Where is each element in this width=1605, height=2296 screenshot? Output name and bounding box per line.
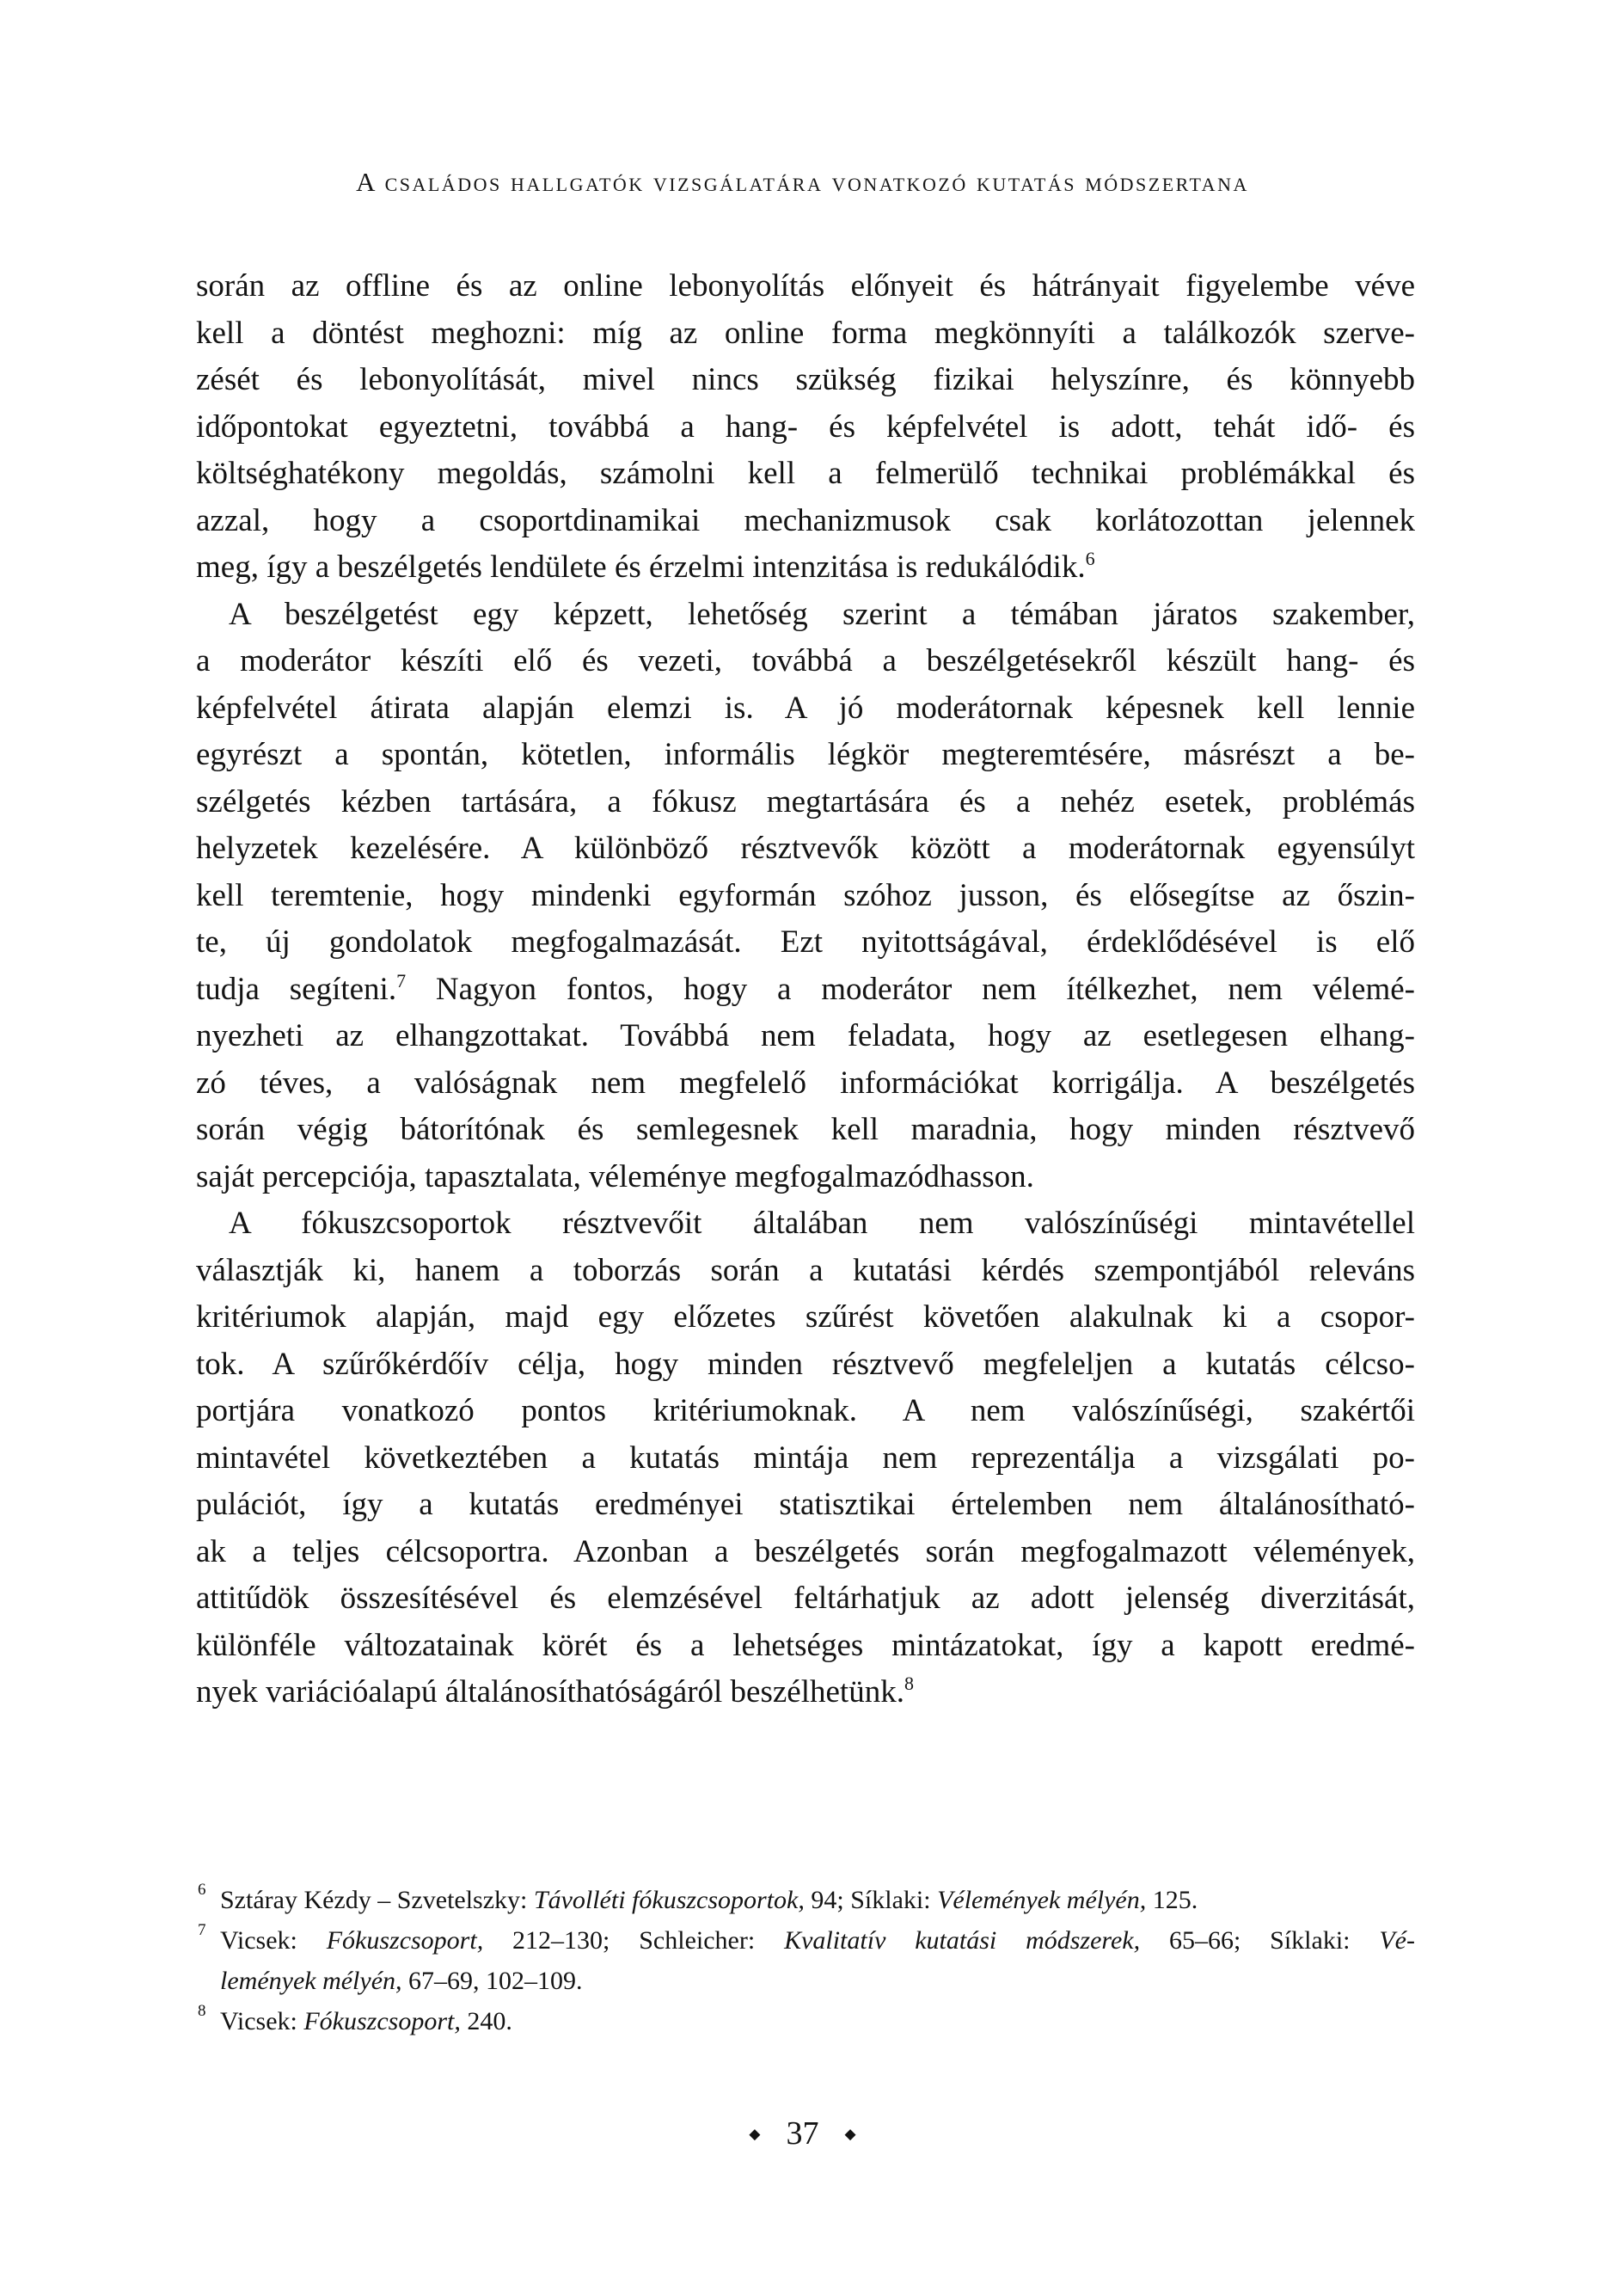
footnote-line	[220, 2001, 1415, 2041]
footnote	[196, 2001, 1415, 2041]
cited-title: Fókuszcsoport,	[303, 2007, 461, 2035]
text-line: a moderátor készíti elő és vezeti, továbbá a beszélgetésekről készült hang- és	[196, 643, 1415, 678]
text-line: különféle változatainak körét és a lehetséges mintázatokat, így a kapott eredmé-	[196, 1627, 1415, 1663]
text-line: attitűdök összesítésével és elemzésével feltárhatjuk az adott jelenség diverzitását,	[196, 1581, 1415, 1616]
running-header: A családos hallgatók vizsgálatára vonatkozó kutatás módszertana	[356, 167, 1249, 197]
text-line: helyzetek kezelésére. A különböző résztvevők között a moderátornak egyensúlyt	[196, 831, 1415, 866]
text-line: tudja segíteni.$^7$ Nagyon fontos, hogy a moderátor nem ítélkezhet, nem vélemé-	[196, 969, 1415, 1007]
footnote	[196, 1880, 1415, 1920]
text-line: tok. A szűrőkérdőív célja, hogy minden résztvevő megfeleljen a kutatás célcso-	[196, 1346, 1415, 1382]
footnote-text: 240.	[460, 2007, 512, 2035]
footnotes	[196, 1880, 1415, 2041]
cited-title: Kvalitatív kutatási módszerek,	[784, 1926, 1141, 1955]
cited-title: Vélemények mélyén,	[937, 1886, 1147, 1914]
text-line: zését és lebonyolítását, mivel nincs szükség fizikai helyszínre, és könnyebb	[196, 362, 1415, 397]
text-line: saját percepciója, tapasztalata, véleménye megfogalmazódhasson.	[196, 1158, 1034, 1194]
cited-title: Vé-	[1379, 1926, 1415, 1955]
text-line: során végig bátorítónak és semlegesnek kell maradnia, hogy minden résztvevő	[196, 1112, 1415, 1147]
text-line: te, új gondolatok megfogalmazását. Ezt nyitottságával, érdeklődésével is elő	[196, 924, 1415, 960]
text-line: meg, így a beszélgetés lendülete és érzelmi intenzitása is redukálódik.$^6$	[196, 548, 1095, 585]
text-line: során az offline és az online lebonyolítás előnyeit és hátrányait figyelembe véve	[196, 268, 1415, 304]
body-text	[196, 263, 1415, 1716]
text-line: A beszélgetést egy képzett, lehetőség szerint a témában járatos szakember,	[229, 596, 1415, 632]
footnote-text: Vicsek:	[220, 1926, 327, 1955]
footnote-marker: 8	[198, 2002, 206, 2020]
footnote-line	[220, 1920, 1415, 1961]
footnote-text: 212–130; Schleicher:	[483, 1926, 785, 1955]
text-line: egyrészt a spontán, kötetlen, informális légkör megteremtésére, másrészt a be-	[196, 737, 1415, 772]
text-line: időpontokat egyeztetni, továbbá a hang- és képfelvétel is adott, tehát idő- és	[196, 408, 1415, 445]
footnote-reference: 8	[904, 1673, 914, 1694]
footnote-marker: 7	[198, 1921, 206, 1939]
footnote-text: 67–69, 102–109.	[401, 1967, 583, 1995]
text-line: választják ki, hanem a toborzás során a kutatási kérdés szempontjából releváns	[196, 1252, 1415, 1288]
cited-title: lemények mélyén,	[220, 1967, 402, 1995]
text-line: szélgetés kézben tartására, a fókusz megtartására és a nehéz esetek, problémás	[196, 783, 1415, 820]
page-footer	[0, 2117, 1605, 2150]
text-line: A fókuszcsoportok résztvevőit általában nem valószínűségi mintavétellel	[229, 1206, 1415, 1241]
diamond-ornament-left-icon: ◆	[749, 2125, 761, 2142]
text-line: kell a döntést meghozni: míg az online forma megkönnyíti a találkozók szerve-	[196, 315, 1415, 351]
text-line: kell teremtenie, hogy mindenki egyformán szóhoz jusson, és elősegítse az őszin-	[196, 877, 1415, 913]
diamond-ornament-right-icon: ◆	[844, 2125, 856, 2142]
text-line: nyek variációalapú általánosíthatóságáról beszélhetünk.$^8$	[196, 1673, 914, 1710]
cited-title: Fókuszcsoport,	[326, 1926, 484, 1955]
footnote-text: 94; Síklaki:	[804, 1886, 938, 1914]
text-line: nyezheti az elhangzottakat. Továbbá nem feladata, hogy az esetlegesen elhang-	[196, 1018, 1415, 1053]
footnote-marker: 6	[198, 1881, 206, 1899]
text-line: képfelvétel átirata alapján elemzi is. A jó moderátornak képesnek kell lennie	[196, 690, 1415, 726]
text-line: ak a teljes célcsoportra. Azonban a beszélgetés során megfogalmazott vélemények,	[196, 1533, 1415, 1569]
cited-title: Távolléti fókuszcsoportok,	[533, 1886, 805, 1914]
text-line: azzal, hogy a csoportdinamikai mechanizmusok csak korlátozottan jelennek	[196, 502, 1415, 538]
text-line: pulációt, így a kutatás eredményei statisztikai értelemben nem általánosítható-	[196, 1487, 1415, 1522]
page-number: 37	[786, 2115, 819, 2152]
footnote-text: Sztáray Kézdy – Szvetelszky:	[220, 1886, 534, 1914]
footnote-text: Vicsek:	[220, 2007, 304, 2035]
text-line: mintavétel következtében a kutatás mintája nem reprezentálja a vizsgálati po-	[196, 1440, 1415, 1476]
text-line: portjára vonatkozó pontos kritériumoknak. A nem valószínűségi, szakértői	[196, 1393, 1415, 1428]
footnote-text: 125.	[1146, 1886, 1198, 1914]
footnote-reference: 7	[396, 969, 407, 991]
footnote-text: 65–66; Síklaki:	[1140, 1926, 1380, 1955]
footnote-line	[220, 1961, 1415, 2001]
footnote	[196, 1920, 1415, 2001]
text-line: zó téves, a valóságnak nem megfelelő információkat korrigálja. A beszélgetés	[196, 1065, 1415, 1101]
text-line: költséghatékony megoldás, számolni kell a felmerülő technikai problémákkal és	[196, 456, 1415, 491]
text-line: kritériumok alapján, majd egy előzetes szűrést követően alakulnak ki a csopor-	[196, 1299, 1415, 1335]
footnote-line	[220, 1880, 1415, 1920]
footnote-reference: 6	[1085, 548, 1095, 569]
